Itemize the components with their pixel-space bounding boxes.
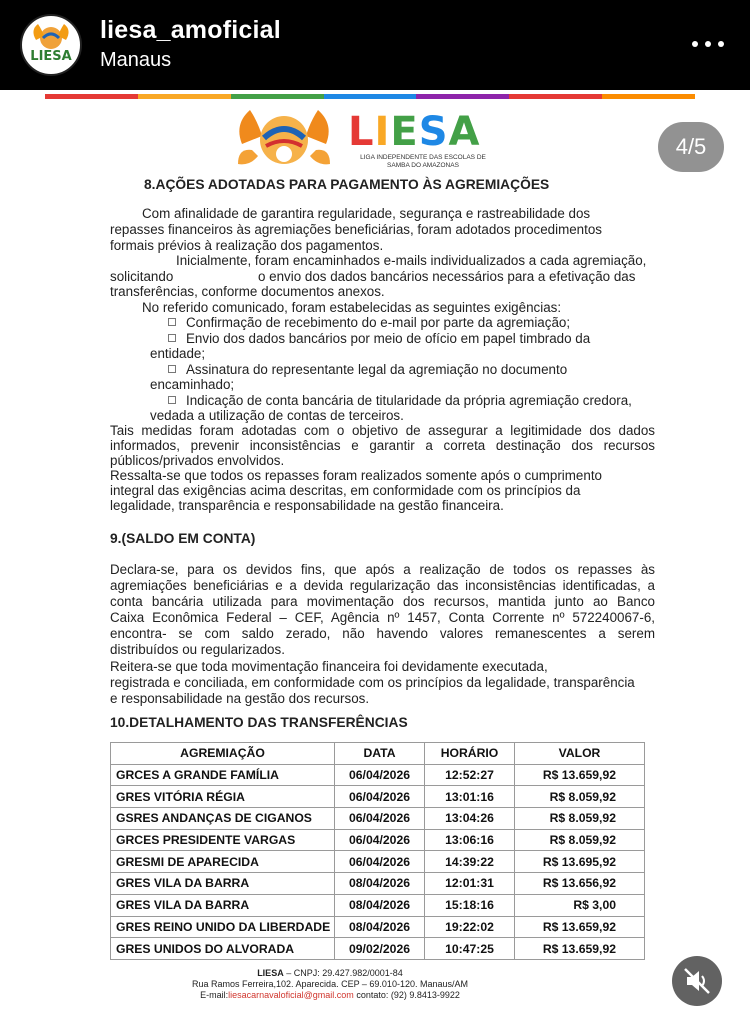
rainbow-segment [509,94,602,99]
liesa-logo-text [348,109,498,155]
cell-valor: R$ 8.059,92 [515,808,645,830]
cell-data: 06/04/2026 [335,808,425,830]
cell-agremiacao: GRES UNIDOS DO ALVORADA [111,938,335,960]
s9-p1-line6: distribuídos ou regularizados. [110,642,285,657]
header-valor: VALOR [515,743,645,765]
table-row [111,786,645,808]
section-9-title: 9.(SALDO EM CONTA) [110,531,256,546]
liesa-wordmark [348,109,498,172]
s9-p1-line2: agremiações beneficiárias e a devida regularização das inconsistências identificadas, a [110,578,655,593]
liesa-emblem-icon [234,104,334,172]
s9-p1-line5: encontra- se com saldo zerado, não havendo valores remanescentes a serem [110,626,655,641]
cell-horario: 19:22:02 [425,916,515,938]
cell-valor: R$ 13.695,92 [515,851,645,873]
logo-letter: A [448,109,481,155]
s8-p5-line3: legalidade, transparência e responsabilidade na gestão financeira. [110,498,504,513]
table-row [111,916,645,938]
s8-p5-line1: Ressalta-se que todos os repasses foram realizados somente após o cumprimento [110,468,602,483]
rainbow-segment [602,94,695,99]
cell-valor: R$ 8.059,92 [515,786,645,808]
rainbow-segment [231,94,324,99]
cell-agremiacao: GRES VILA DA BARRA [111,894,335,916]
table-row [111,938,645,960]
s8-p1-line2: repasses financeiros às agremiações beneficiárias, foram adotados procedimentos [110,222,602,237]
s8-p1-line1: Com afinalidade de garantira regularidade, segurança e rastreabilidade dos [142,206,591,221]
requirement-4-cont: vedada a utilização de contas de terceiros. [150,408,404,423]
checkbox-icon [168,396,176,404]
rainbow-segment [416,94,509,99]
document-page [0,90,750,1024]
s9-p2-line3: e responsabilidade na gestão dos recursos. [110,691,370,706]
logo-letter: S [418,109,449,155]
document-footer [160,968,500,1001]
liesa-avatar-logo-icon [22,16,80,74]
cell-agremiacao: GRESMI DE APARECIDA [111,851,335,873]
cell-horario: 13:04:26 [425,808,515,830]
s8-p2-line2b: o envio dos dados bancários necessários para a efetivação das [258,269,636,284]
checkbox-icon [168,334,176,342]
transfers-table [110,742,645,960]
cell-agremiacao: GRES VILA DA BARRA [111,873,335,895]
s9-p1-line4: Caixa Econômica Federal – CEF, Agência nº 1457, Conta Corrente nº 572240067-6, [110,610,655,625]
post-header [0,0,750,90]
table-row [111,873,645,895]
cell-valor: R$ 13.656,92 [515,873,645,895]
requirement-2-cont: entidade; [150,346,206,361]
liesa-logo-subtitle: LIGA INDEPENDENTE DAS ESCOLAS DE SAMBA DO AMAZONAS [360,154,486,169]
cell-data: 06/04/2026 [335,786,425,808]
s8-p2-line2a: solicitando [110,269,174,284]
s8-p2-line3: transferências, conforme documentos anexos. [110,284,385,299]
cell-horario: 13:01:16 [425,786,515,808]
table-row [111,808,645,830]
s9-p2-line2: registrada e conciliada, em conformidade com os princípios da legalidade, transparência [110,675,635,690]
cell-horario: 13:06:16 [425,829,515,851]
more-options-icon[interactable] [688,30,728,58]
header-data: DATA [335,743,425,765]
requirement-1: Confirmação de recebimento do e-mail por parte da agremiação; [168,315,570,331]
account-username[interactable]: liesa_amoficial [100,16,281,44]
cell-horario: 10:47:25 [425,938,515,960]
footer-email[interactable]: liesacarnavaloficial@gmail.com [228,990,354,1000]
table-row [111,894,645,916]
cell-valor: R$ 3,00 [515,894,645,916]
cell-agremiacao: GRCES PRESIDENTE VARGAS [111,829,335,851]
footer-line-1: LIESA – CNPJ: 29.427.982/0001-84 [257,968,403,978]
table-row [111,851,645,873]
cell-agremiacao: GSRES ANDANÇAS DE CIGANOS [111,808,335,830]
cell-valor: R$ 13.659,92 [515,938,645,960]
logo-letter: I [374,109,391,155]
mute-audio-icon[interactable] [672,956,722,1006]
cell-valor: R$ 13.659,92 [515,916,645,938]
cell-data: 06/04/2026 [335,851,425,873]
cell-horario: 12:01:31 [425,873,515,895]
s8-p4-line3: públicos/privados envolvidos. [110,453,285,468]
requirement-4: Indicação de conta bancária de titularidade da própria agremiação credora, [168,393,632,409]
cell-data: 06/04/2026 [335,829,425,851]
checkbox-icon [168,365,176,373]
footer-address: Rua Ramos Ferreira,102. Aparecida. CEP – 69.010-120. Manaus/AM [192,979,468,989]
cell-agremiacao: GRES REINO UNIDO DA LIBERDADE [111,916,335,938]
rainbow-segment [45,94,138,99]
logo-letter: E [390,109,419,155]
cell-data: 09/02/2026 [335,938,425,960]
rainbow-bar [45,94,695,99]
cell-data: 06/04/2026 [335,764,425,786]
s8-p5-line2: integral das exigências acima descritas, em conformidade com os princípios da [110,483,581,498]
post-location[interactable]: Manaus [100,49,172,71]
header-agremiacao: AGREMIAÇÃO [111,743,335,765]
s8-p4-line1: Tais medidas foram adotadas com o objetivo de assegurar a legitimidade dos dados [110,423,655,438]
cell-horario: 14:39:22 [425,851,515,873]
checkbox-icon [168,318,176,326]
requirement-2: Envio dos dados bancários por meio de ofício em papel timbrado da [168,331,590,347]
s8-p2-line1: Inicialmente, foram encaminhados e-mails individualizados a cada agremiação, [176,253,647,268]
rainbow-segment [138,94,231,99]
s8-p3: No referido comunicado, foram estabelecidas as seguintes exigências: [142,300,562,315]
footer-contact: E-mail:liesacarnavaloficial@gmail.com contato: (92) 9.8413-9922 [200,990,460,1000]
s9-p1-line1: Declara-se, para os devidos fins, que após a realização de todos os repasses às [110,562,655,577]
cell-horario: 15:18:16 [425,894,515,916]
cell-agremiacao: GRES VITÓRIA RÉGIA [111,786,335,808]
cell-data: 08/04/2026 [335,916,425,938]
cell-data: 08/04/2026 [335,894,425,916]
profile-avatar[interactable] [20,14,82,76]
section-8-title: 8.AÇÕES ADOTADAS PARA PAGAMENTO ÀS AGREMIAÇÕES [144,177,550,192]
s9-p1-line3: conta bancária utilizada para movimentação dos recursos, mantida junto ao Banco [110,594,655,609]
cell-horario: 12:52:27 [425,764,515,786]
s9-p2-line1: Reitera-se que toda movimentação financeira foi devidamente executada, [110,659,548,674]
section-10-title: 10.DETALHAMENTO DAS TRANSFERÊNCIAS [110,715,408,730]
table-row [111,764,645,786]
table-row [111,829,645,851]
requirement-3: Assinatura do representante legal da agremiação no documento [168,362,567,378]
cell-valor: R$ 13.659,92 [515,764,645,786]
header-horario: HORÁRIO [425,743,515,765]
table-header-row [111,743,645,765]
cell-agremiacao: GRCES A GRANDE FAMÍLIA [111,764,335,786]
requirement-3-cont: encaminhado; [150,377,235,392]
cell-valor: R$ 8.059,92 [515,829,645,851]
s8-p4-line2: informados, prevenir inconsistências e garantir a correta destinação dos recursos [110,438,655,453]
logo-letter: L [348,109,375,155]
rainbow-segment [324,94,417,99]
carousel-page-counter: 4/5 [658,122,724,172]
cell-data: 08/04/2026 [335,873,425,895]
svg-text:LIESA: LIESA [30,49,72,64]
s8-p1-line3: formais prévios à realização dos pagamentos. [110,238,384,253]
